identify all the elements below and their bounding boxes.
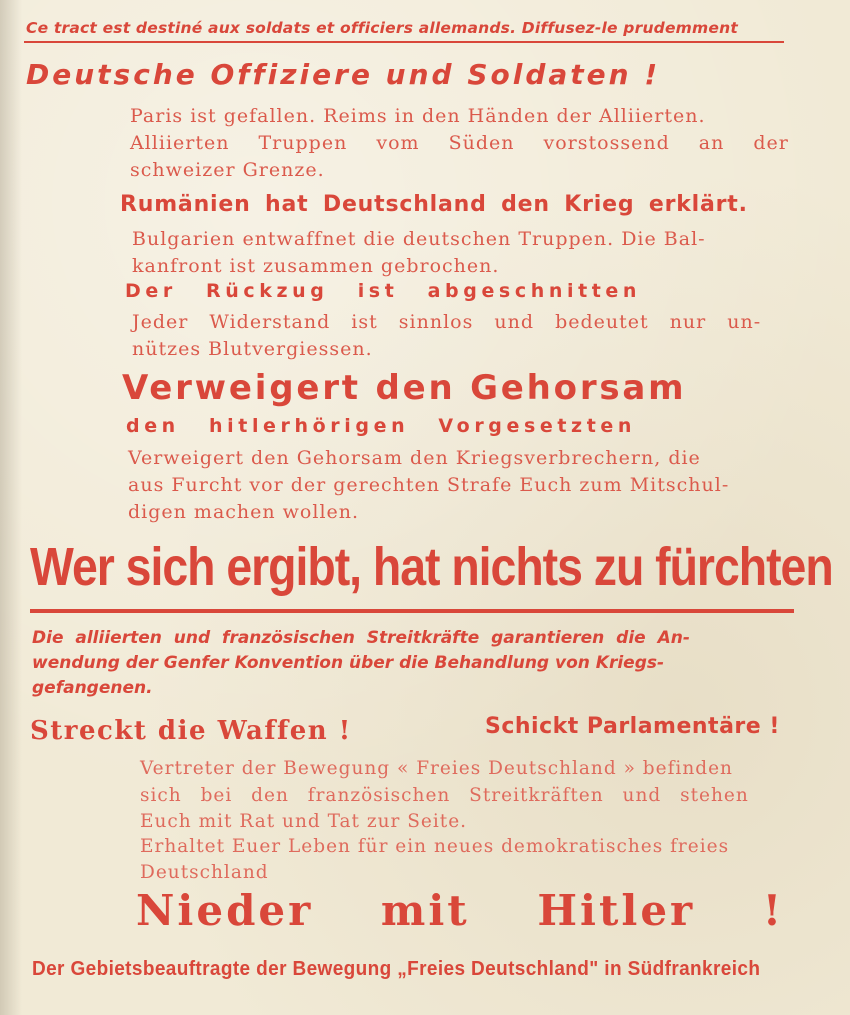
- leaflet-title: Deutsche Offiziere und Soldaten !: [26, 58, 661, 91]
- paragraph4-line3: digen machen wollen.: [128, 501, 360, 523]
- heading-surrender-rule: [30, 609, 794, 613]
- paragraph7-line4: Erhaltet Euer Leben für ein neues demokratisches freies: [140, 836, 730, 857]
- paragraph7-line3: Euch mit Rat und Tat zur Seite.: [140, 811, 468, 832]
- paragraph7-line1: Vertreter der Bewegung « Freies Deutschland » befinden: [140, 758, 733, 779]
- paragraph2-line2: kanfront ist zusammen gebrochen.: [132, 255, 500, 277]
- paragraph7-line2: sich bei den französischen Streitkräften und stehen: [140, 785, 749, 806]
- paragraph3-line1: Jeder Widerstand ist sinnlos und bedeutet nur un-: [132, 311, 762, 333]
- paragraph7-line5: Deutschland: [140, 862, 269, 883]
- footer-signature: Der Gebietsbeauftragte der Bewegung „Freies Deutschland" in Südfrankreich: [32, 958, 761, 980]
- paragraph5-line1: Die alliierten und französischen Streitkräfte garantieren die An-: [32, 628, 690, 648]
- paragraph5-line2: wendung der Genfer Konvention über die Behandlung von Kriegs-: [32, 653, 665, 673]
- paragraph2-line1: Bulgarien entwaffnet die deutschen Truppen. Die Bal-: [132, 228, 706, 250]
- heading-send-envoys: Schickt Parlamentäre !: [485, 714, 780, 739]
- paragraph4-line1: Verweigert den Gehorsam den Kriegsverbrechern, die: [128, 447, 701, 469]
- heading-romania: Rumänien hat Deutschland den Krieg erklärt.: [120, 192, 748, 217]
- paper-edge-shadow: [0, 0, 22, 1015]
- paragraph4-line2: aus Furcht vor der gerechten Strafe Euch zum Mitschul-: [128, 474, 730, 496]
- slogan-down-with-hitler: Nieder mit Hitler !: [136, 886, 785, 935]
- heading-lay-down-arms: Streckt die Waffen !: [30, 716, 352, 746]
- header-rule: [24, 41, 784, 43]
- header-note: Ce tract est destiné aux soldats et officiers allemands. Diffusez-le prudemment: [26, 19, 738, 37]
- paragraph1-line1: Paris ist gefallen. Reims in den Händen der Alliierten.: [130, 105, 706, 127]
- heading-surrender: Wer sich ergibt, hat nichts zu fürchten: [30, 537, 833, 597]
- heading-refuse-obedience-sub: den hitlerhörigen Vorgesetzten: [126, 415, 637, 437]
- heading-refuse-obedience: Verweigert den Gehorsam: [122, 368, 687, 408]
- paragraph3-line2: nützes Blutvergiessen.: [132, 338, 373, 360]
- paragraph1-line3: schweizer Grenze.: [130, 159, 325, 181]
- paragraph1-line2: Alliierten Truppen vom Süden vorstossend an der: [130, 132, 789, 154]
- heading-retreat: Der Rückzug ist abgeschnitten: [125, 280, 642, 302]
- paragraph5-line3: gefangenen.: [32, 678, 153, 698]
